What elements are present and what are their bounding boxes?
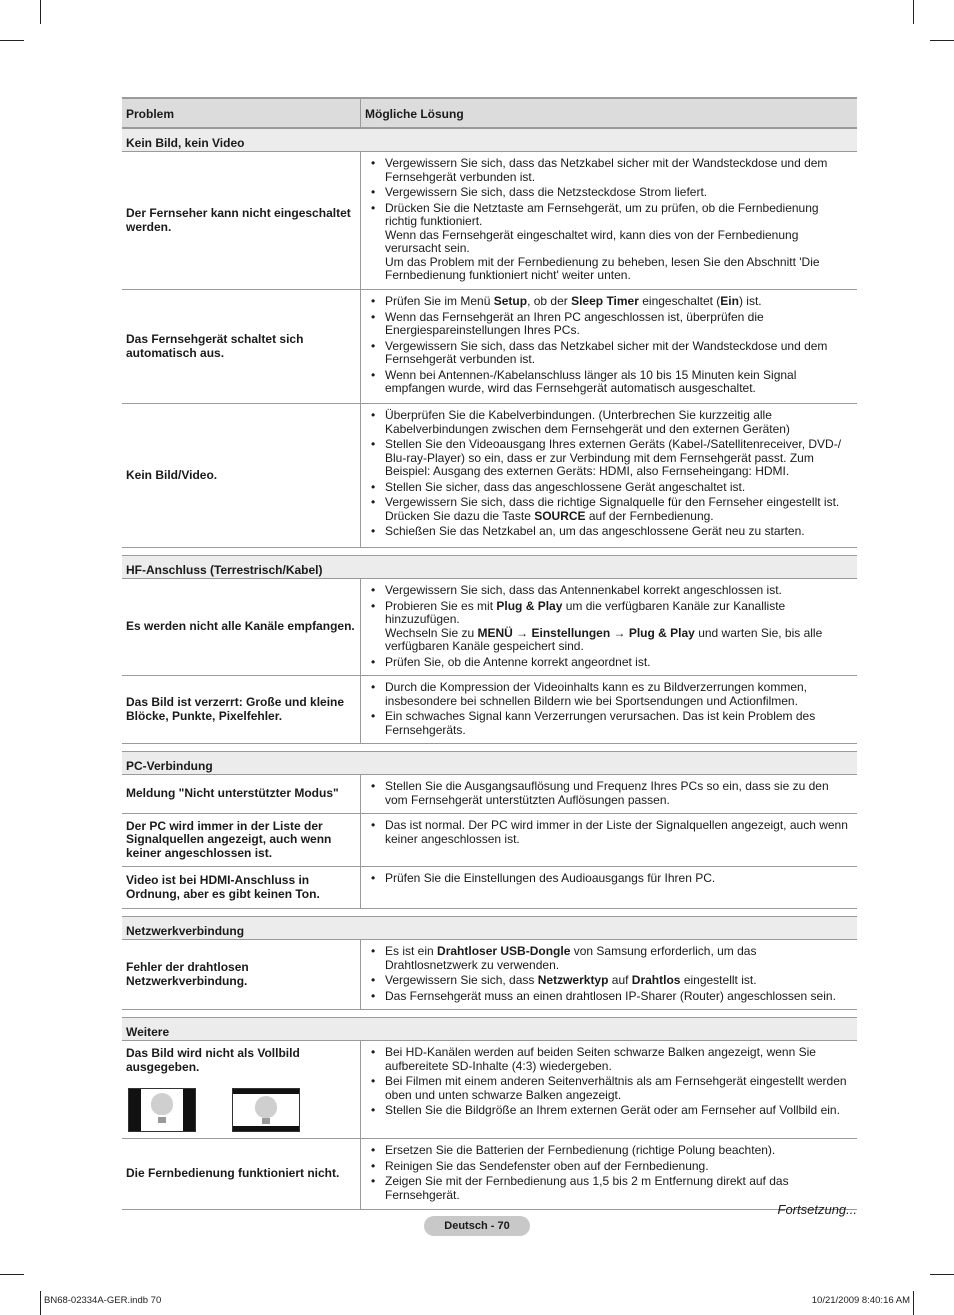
problem-text: Kein Bild/Video.	[126, 467, 218, 482]
solution-cell	[361, 775, 857, 813]
table-row	[122, 775, 857, 814]
table-row	[122, 290, 857, 404]
section-spacer	[122, 744, 857, 751]
solution-cell	[361, 579, 857, 675]
pillarbox-image	[128, 1088, 196, 1132]
crop-mark	[40, 0, 41, 24]
problem-text: Der Fernseher kann nicht eingeschaltet werden.	[126, 206, 351, 234]
solution-cell	[361, 676, 857, 743]
solution-item: • Schießen Sie das Netzkabel an, um das angeschlossene Gerät neu zu starten.	[369, 525, 851, 539]
problem-cell	[122, 404, 361, 547]
problem-cell	[122, 152, 361, 289]
solution-cell	[361, 867, 857, 908]
solution-list	[369, 1144, 851, 1202]
solution-item: • Durch die Kompression der Videoinhalts kann es zu Bildverzerrungen kommen, insbesondere bei schnellen Bildern wie bei Sportsendungen und Actionfilmen.	[369, 681, 851, 708]
solution-item: • Stellen Sie den Videoausgang Ihres externen Geräts (Kabel-/Satellitenreceiver, DVD-/ Blu-ray-Player) so ein, dass er zur Verbindung mit dem Fernsehgerät passt. Zum Beispiel: Ausgang des externen Geräts: HDMI, also Fernseheingang: HDMI.	[369, 438, 851, 479]
solution-item: • Stellen Sie die Ausgangsauflösung und Frequenz Ihres PCs so ein, dass sie zu den vom Fernsehgerät unterstützten Auflösungen passen.	[369, 780, 851, 807]
problem-text: Das Fernsehgerät schaltet sich automatisch aus.	[126, 332, 304, 360]
problem-cell	[122, 676, 361, 743]
solution-item: • Stellen Sie sicher, dass das angeschlossene Gerät angeschaltet ist.	[369, 481, 851, 495]
solution-item: • Probieren Sie es mit Plug & Play um die verfügbaren Kanäle zur Kanalliste hinzuzufügen. Wechseln Sie zu MENÜ → Einstellungen → Plug & Play und warten Sie, bis alle verfügbaren Kanäle gespeichert sind.	[369, 600, 851, 654]
solution-item: • Es ist ein Drahtloser USB-Dongle von Samsung erforderlich, um das Drahtlosnetzwerk zu verwenden.	[369, 945, 851, 972]
problem-text: Das Bild wird nicht als Vollbild ausgegeben.	[126, 1046, 300, 1074]
solution-item: • Prüfen Sie, ob die Antenne korrekt angeordnet ist.	[369, 656, 851, 670]
table-row	[122, 940, 857, 1010]
solution-item: • Zeigen Sie mit der Fernbedienung aus 1,5 bis 2 m Entfernung direkt auf das Fernsehgerät.	[369, 1175, 851, 1202]
problem-text: Der PC wird immer in der Liste der Signalquellen angezeigt, auch wenn keiner angeschlossen ist.	[126, 818, 332, 860]
solution-list	[369, 584, 851, 669]
solution-list	[369, 295, 851, 396]
section-spacer	[122, 909, 857, 916]
footer-file-info: BN68-02334A-GER.indb 70	[44, 1295, 162, 1306]
footer-timestamp: 10/21/2009 8:40:16 AM	[811, 1295, 910, 1306]
table-row	[122, 867, 857, 909]
page-number-badge: Deutsch - 70	[424, 1216, 530, 1236]
problem-cell	[122, 814, 361, 866]
problem-cell	[122, 867, 361, 908]
section-title: PC-Verbindung	[122, 751, 857, 775]
problem-cell	[122, 775, 361, 813]
solution-item: • Reinigen Sie das Sendefenster oben auf der Fernbedienung.	[369, 1160, 851, 1174]
solution-item: • Ein schwaches Signal kann Verzerrungen verursachen. Das ist kein Problem des Fernsehgeräts.	[369, 710, 851, 737]
table-row	[122, 1139, 857, 1210]
problem-text: Es werden nicht alle Kanäle empfangen.	[126, 619, 355, 634]
problem-text: Die Fernbedienung funktioniert nicht.	[126, 1166, 340, 1181]
section-title: HF-Anschluss (Terrestrisch/Kabel)	[122, 555, 857, 579]
section-spacer	[122, 548, 857, 555]
solution-item: • Wenn bei Antennen-/Kabelanschluss länger als 10 bis 15 Minuten kein Signal empfangen wurde, wird das Fernsehgerät automatisch ausgeschaltet.	[369, 369, 851, 396]
problem-cell	[122, 579, 361, 675]
troubleshooting-table	[122, 97, 857, 1210]
problem-cell	[122, 940, 361, 1009]
solution-cell	[361, 152, 857, 289]
solution-list	[369, 681, 851, 737]
solution-item: • Drücken Sie die Netztaste am Fernsehgerät, um zu prüfen, ob die Fernbedienung richtig funktioniert. Wenn das Fernsehgerät eingeschaltet wird, kann dies von der Fernbedienung verursacht sein. Um das Problem mit der Fernbedienung zu beheben, lesen Sie den Abschnitt 'Die Fernbedienung funktioniert nicht' weiter unten.	[369, 202, 851, 283]
header-problem: Problem	[122, 99, 361, 127]
table-row	[122, 579, 857, 676]
solution-item: • Ersetzen Sie die Batterien der Fernbedienung (richtige Polung beachten).	[369, 1144, 851, 1158]
letterbox-image	[232, 1088, 300, 1132]
table-row	[122, 676, 857, 744]
problem-text: Meldung "Nicht unterstützter Modus"	[126, 786, 339, 801]
solution-item: • Überprüfen Sie die Kabelverbindungen. (Unterbrechen Sie kurzzeitig alle Kabelverbindungen zwischen dem Fernsehgerät und den externen Geräten)	[369, 409, 851, 436]
section-title: Kein Bild, kein Video	[122, 128, 857, 152]
solution-item: • Vergewissern Sie sich, dass das Netzkabel sicher mit der Wandsteckdose und dem Fernsehgerät verbunden ist.	[369, 157, 851, 184]
problem-text: Fehler der drahtlosen Netzwerkverbindung.	[126, 960, 249, 988]
section-title: Weitere	[122, 1017, 857, 1041]
solution-list	[369, 157, 851, 283]
solution-list	[369, 1046, 851, 1118]
solution-item: • Stellen Sie die Bildgröße an Ihrem externen Gerät oder am Fernseher auf Vollbild ein.	[369, 1104, 851, 1118]
problem-cell	[122, 290, 361, 403]
table-header	[122, 97, 857, 128]
solution-item: • Das Fernsehgerät muss an einen drahtlosen IP-Sharer (Router) angeschlossen sein.	[369, 990, 851, 1004]
solution-list	[369, 872, 851, 886]
solution-item: • Vergewissern Sie sich, dass das Netzkabel sicher mit der Wandsteckdose und dem Fernsehgerät verbunden ist.	[369, 340, 851, 367]
table-row	[122, 152, 857, 290]
solution-item: • Vergewissern Sie sich, dass das Antennenkabel korrekt angeschlossen ist.	[369, 584, 851, 598]
table-row	[122, 404, 857, 548]
problem-cell	[122, 1041, 361, 1138]
solution-list	[369, 819, 851, 846]
solution-cell	[361, 290, 857, 403]
table-row	[122, 1041, 857, 1139]
crop-mark	[40, 1291, 41, 1315]
solution-cell	[361, 940, 857, 1009]
solution-cell	[361, 404, 857, 547]
section-title: Netzwerkverbindung	[122, 916, 857, 940]
solution-cell	[361, 1041, 857, 1138]
problem-cell	[122, 1139, 361, 1209]
solution-cell	[361, 1139, 857, 1209]
solution-list	[369, 945, 851, 1003]
crop-mark	[930, 1274, 954, 1275]
solution-item: • Bei HD-Kanälen werden auf beiden Seiten schwarze Balken angezeigt, wenn Sie aufbereitete SD-Inhalte (4:3) wiedergeben.	[369, 1046, 851, 1073]
solution-cell	[361, 814, 857, 866]
table-body	[122, 128, 857, 1210]
continuation-note: Fortsetzung...	[777, 1202, 857, 1217]
problem-text: Video ist bei HDMI-Anschluss in Ordnung, aber es gibt keinen Ton.	[126, 873, 320, 901]
solution-item: • Bei Filmen mit einem anderen Seitenverhältnis als am Fernsehgerät eingestellt werden oben und unten schwarze Balken angezeigt.	[369, 1075, 851, 1102]
crop-mark	[913, 1291, 914, 1315]
crop-mark	[913, 0, 914, 24]
crop-mark	[930, 40, 954, 41]
solution-item: • Prüfen Sie die Einstellungen des Audioausgangs für Ihren PC.	[369, 872, 851, 886]
solution-item: • Vergewissern Sie sich, dass Netzwerktyp auf Drahtlos eingestellt ist.	[369, 974, 851, 988]
table-row	[122, 814, 857, 867]
solution-item: • Das ist normal. Der PC wird immer in der Liste der Signalquellen angezeigt, auch wenn keiner angeschlossen ist.	[369, 819, 851, 846]
solution-item: • Vergewissern Sie sich, dass die Netzsteckdose Strom liefert.	[369, 186, 851, 200]
solution-item: • Prüfen Sie im Menü Setup, ob der Sleep Timer eingeschaltet (Ein) ist.	[369, 295, 851, 309]
section-spacer	[122, 1010, 857, 1017]
header-solution: Mögliche Lösung	[365, 107, 464, 121]
crop-mark	[0, 40, 24, 41]
solution-list	[369, 780, 851, 807]
aspect-ratio-illustrations	[128, 1088, 356, 1132]
solution-list	[369, 409, 851, 539]
problem-text: Das Bild ist verzerrt: Große und kleine Blöcke, Punkte, Pixelfehler.	[126, 695, 345, 723]
solution-item: • Wenn das Fernsehgerät an Ihren PC angeschlossen ist, überprüfen die Energiespareinstellungen Ihres PCs.	[369, 311, 851, 338]
crop-mark	[0, 1274, 24, 1275]
solution-item: • Vergewissern Sie sich, dass die richtige Signalquelle für den Fernseher eingestellt ist. Drücken Sie dazu die Taste SOURCE auf der Fernbedienung.	[369, 496, 851, 523]
